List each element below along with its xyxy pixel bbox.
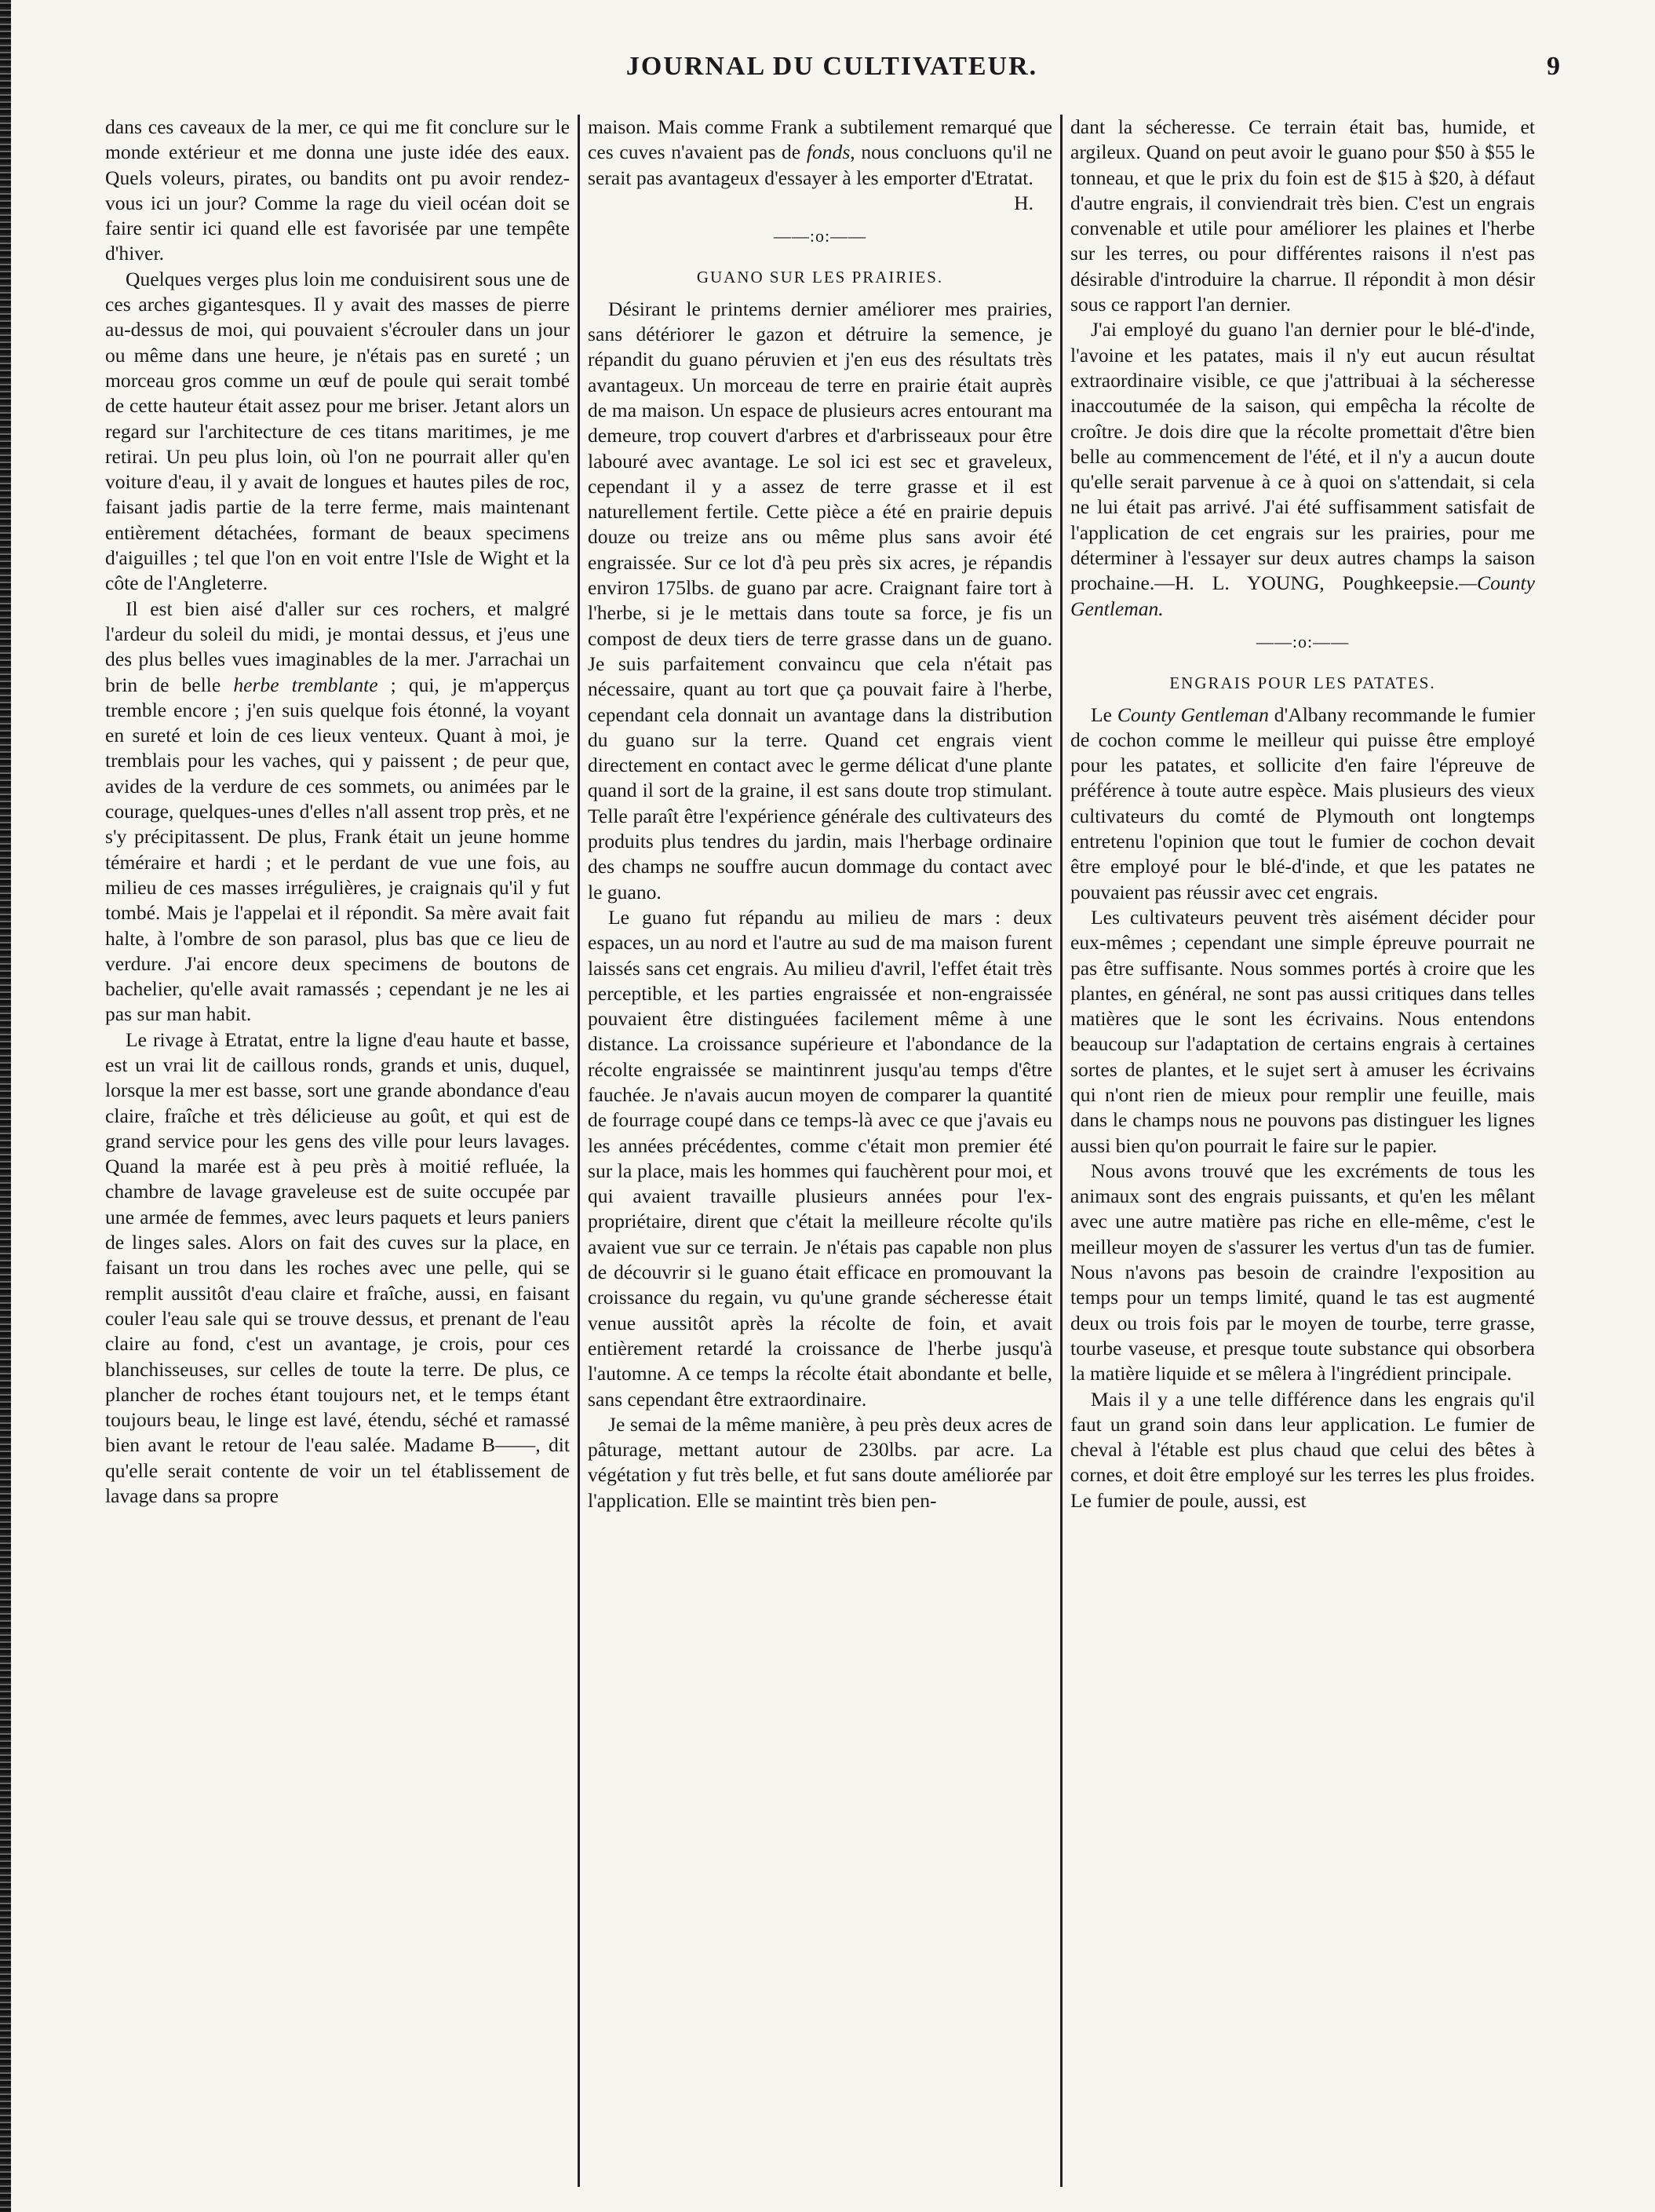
column-3 xyxy=(1066,115,1540,2187)
column-2 xyxy=(583,115,1057,2187)
column-rule xyxy=(578,115,580,2187)
paragraph: Le guano fut répandu au milieu de mars : deux espaces, un au nord et l'autre au sud de ma maison furent laissés sans cet engrais. Au milieu d'avril, l'effet était très perceptible, et les parties engraissée et non-engraissée pouvaient être distinguées facilement même à une distance. La croissance supérieure et l'abondance de la récolte engraissée se maintinrent jusqu'au temps d'être fauchée. Je n'avais aucun moyen de comparer la quantité de fourrage coupé dans ce temps-là avec ce que j'avais eu les années précédentes, comme c'était mon premier été sur la place, mais les hommes qui fauchèrent pour moi, et qui avaient travaille plusieurs années pour l'ex-propriétaire, dirent que c'était la meilleure récolte qu'ils avaient vue sur ce terrain. Je n'étais pas capable non plus de découvrir si le guano était efficace en promouvant la croissance du regain, vu qu'une grande sécheresse était venue aussitôt après la récolte de foin, et avait entièrement retardé la croissance de l'herbe jusqu'à l'automne. A ce temps la récolte était abondante et belle, sans cependant être extraordinaire. xyxy=(588,905,1052,1411)
text-run: maison. Mais comme Frank a subtilement remarqué que ces cuves n'avaient pas de xyxy=(588,115,1052,164)
article-title: GUANO SUR LES PRAIRIES. xyxy=(696,268,944,287)
italic-text: County Gentleman xyxy=(1117,703,1269,726)
paragraph: Désirant le printems dernier améliorer mes prairies, sans détériorer le gazon et détruire la semence, je répandit du guano péruvien et j'en eus des résultats très avantageux. Un morceau de terre en prairie était auprès de ma maison. Un espace de plusieurs acres entourant ma demeure, trop couvert d'arbres et d'arbrisseaux pour être labouré avec avantage. Le sol ici est sec et graveleux, cependant il y a assez de terre grasse et il est naturellement fertile. Cette pièce a été en prairie depuis douze ou treize ans ou même plus sans avoir été engraissée. Sur ce lot d'à peu près six acres, je répandis environ 175lbs. de guano par acre. Craignant faire tort à l'herbe, si je le mettais dans toute sa force, je fis un compost de deux tiers de terre grasse dans un de guano. Je suis parfaitement convaincu que cela n'était pas nécessaire, quant au tort que ça pouvait faire à l'herbe, cependant cela donnait un avantage dans la distribution du guano sur la terre. Quand cet engrais vient directement en contact avec le germe délicat d'une plante quand il sort de la graine, il est sans doute trop stimulant. Telle paraît être l'expérience générale des cultivateurs des produits plus tendres du jardin, mais l'herbage ordinaire des champs ne souffre aucun dommage du contact avec le guano. xyxy=(588,297,1052,903)
text-run: Il est bien aisé d'aller sur ces rochers, et malgré l'ardeur du soleil du midi, je montai dessus, et j'eus une des plus belles vues imaginables de la mer. J'arrachai un brin de belle xyxy=(105,597,570,696)
italic-text: fonds xyxy=(806,141,851,164)
page-number: 9 xyxy=(1547,52,1560,81)
text-run: J'ai employé du guano l'an dernier pour le blé-d'inde, l'avoine et les patates, mais il n'y eut aucun résultat extraordinaire visible, ce que j'attribuai à la sécheresse inaccoutumée de la saison, qui empêcha la récolte de croître. Je dois dire que la récolte promettait d'être bien belle au commencement de l'été, et il n'y a aucun doute qu'elle serait parvenue à ce à quoi on s'attendait, si cela ne lui était pas arrivé. J'ai été suffisamment satisfait de l'application de cet engrais sur les prairies, pour me déterminer à l'essayer sur deux autres champs la saison prochaine.—H. L. YOUNG, Poughkeepsie. xyxy=(1070,318,1535,595)
column-1 xyxy=(100,115,574,2187)
signature: H. xyxy=(1014,191,1033,214)
text-run: , nous concluons qu'il ne serait pas avantageux d'essayer à les emporter d'Etratat. xyxy=(588,141,1053,189)
text-run: ; qui, je m'apperçus tremble encore ; j'en suis quelque fois étonné, la voyant en sureté et loin de ces lieux venteux. Quant à moi, je tremblais pour les vaches, qui y paissent ; de peur que, avides de la verdure de ces sommets, ou animées par le courage, quelques-unes d'elles n'all assent trop près, et ne s'y précipitassent. De plus, Frank était un jeune homme téméraire et hardi ; et le perdant de vue une fois, au milieu de ces masses irrégulières, je craignais qu'il y fut tombé. Mais je l'appelai et il répondit. Sa mère avait fait halte, à l'ombre de son parasol, plus bas que ce lieu de verdure. J'ai encore deux specimens de boutons de bachelier, qu'elle avait ramassés ; cependant je ne les ai pas sur man habit. xyxy=(105,673,570,1026)
paragraph: Le rivage à Etratat, entre la ligne d'eau haute et basse, est un vrai lit de caillous ronds, grands et unis, duquel, lorsque la mer est basse, sort une grande abondance d'eau claire, fraîche et très délicieuse au goût, et qui est de grand service pour les gens des ville pour leurs lavages. Quand la marée est à peu près à moitié refluée, la chambre de lavage graveleuse est de suite occupée par une armée de femmes, avec leurs paquets et leurs paniers de linges sales. Alors on fait des cuves sur la place, en faisant un trou dans les roches avec une pelle, qui se remplit aussitôt d'eau claire et fraîche, aussi, en faisant couler l'eau sale qui se trouve dessus, et prenant de l'eau claire au fond, c'est un avantage, je crois, pour ces blanchisseuses, sur celles de toute la terre. De plus, ce plancher de roches étant toujours net, et le temps étant toujours beau, le linge est lavé, étendu, séché et ramassé bien avant le retour de l'eau salée. Madame B——, dit qu'elle serait contente de voir un tel établissement de lavage dans sa propre xyxy=(105,1028,570,1508)
paragraph xyxy=(105,597,570,1028)
article-title: ENGRAIS POUR LES PATATES. xyxy=(1169,673,1436,693)
paragraph xyxy=(588,115,1052,191)
paragraph: Quelques verges plus loin me conduisirent sous une de ces arches gigantesques. Il y avait des masses de pierre au-dessus de moi, qui pouvaient s'écrouler dans un jour ou même dans une heure, je n'étais pas en sureté ; un morceau gros comme un œuf de poule qui serait tombé de cette hauteur était assez pour me briser. Jetant alors un regard sur l'architecture de ces titans maritimes, je me retirai. Un peu plus loin, où l'on ne pourrait aller qu'en voiture d'eau, il y avait de longues et hautes piles de roc, faisant jadis partie de la terre ferme, mais maintenant entièrement détachées, formant de beaux specimens d'aiguilles ; tel que l'on en voit entre l'Isle de Wight et la côte de l'Angleterre. xyxy=(105,267,570,595)
page-binding-edge xyxy=(0,0,11,2212)
page-header xyxy=(94,52,1569,89)
paragraph xyxy=(1070,703,1535,905)
running-title: JOURNAL DU CULTIVATEUR. xyxy=(625,52,1038,81)
paragraph: dant la sécheresse. Ce terrain était bas, humide, et argileux. Quand on peut avoir le guano pour $50 à $55 le tonneau, et que le prix du foin est de $15 à $20, à défaut d'autre engrais, il conviendrait très bien. C'est un engrais convenable et utile pour améliorer les plaines et l'herbe sur les terres, ou pour différentes raisons il n'est pas désirable d'introduire la charrue. Il répondit à mon désir sous ce rapport l'an dernier. xyxy=(1070,115,1535,316)
text-columns xyxy=(100,115,1562,2187)
section-separator: ——:o:—— xyxy=(1256,631,1350,652)
paragraph: Je semai de la même manière, à peu près deux acres de pâturage, mettant autour de 230lbs. par acre. La végétation y fut très belle, et fut sans doute améliorée par l'application. Elle se maintint très bien pen- xyxy=(588,1412,1052,1512)
text-run: d'Albany recommande le fumier de cochon comme le meilleur qui puisse être employé pour les patates, et sollicite d'en faire l'épreuve de préférence à toute autre espèce. Mais plusieurs des vieux cultivateurs du comté de Plymouth ont longtemps entretenu l'opinion que tout le fumier de cochon devait être employé pour le blé-d'inde, et que les patates ne pouvaient pas réussir avec cet engrais. xyxy=(1070,703,1535,903)
section-separator: ——:o:—— xyxy=(773,226,867,246)
paragraph: Mais il y a une telle différence dans les engrais qu'il faut un grand soin dans leur application. Le fumier de cheval à l'étable est plus chaud que celui des bêtes à cornes, et doit être employé sur les terres les plus froides. Le fumier de poule, aussi, est xyxy=(1070,1387,1535,1512)
italic-text: —County Gentleman. xyxy=(1070,571,1535,620)
paragraph xyxy=(1070,317,1535,622)
paragraph: dans ces caveaux de la mer, ce qui me fit conclure sur le monde extérieur et me donna une juste idée des eaux. Quels voleurs, pirates, ou bandits ont pu avoir rendez-vous ici un jour? Comme la rage du vieil océan doit se faire sentir ici quand elle est favorisée par une tempête d'hiver. xyxy=(105,115,570,265)
text-run: Le xyxy=(1091,703,1117,726)
paragraph: Nous avons trouvé que les excréments de tous les animaux sont des engrais puissants, et qu'en les mêlant avec une autre matière pas riche en elle-même, c'est le meilleur moyen de s'assurer les vertus d'un tas de fumier. Nous n'avons pas besoin de craindre l'exposition au temps pour un temps limité, quand le tas est augmenté deux ou trois fois par le moyen de tourbe, terre grasse, tourbe vaseuse, et presque toute substance qui obsorbera la matière liquide et se mêlera à l'ingrédient principale. xyxy=(1070,1159,1535,1385)
italic-text: herbe tremblante xyxy=(233,673,378,696)
paragraph: Les cultivateurs peuvent très aisément décider pour eux-mêmes ; cependant une simple épreuve pourrait ne pas être suffisante. Nous sommes portés à croire que les plantes, en général, ne sont pas aussi critiques dans telles matières que le sont les écrivains. Nous entendons beaucoup sur l'adaptation de certains engrais à certaines sortes de plantes, et le sujet sert à amuser les écrivains qui n'ont rien de mieux pour remplir une feuille, mais dans le champs nous ne pouvons pas distinguer les lignes aussi bien qu'on pourrait le faire sur le papier. xyxy=(1070,905,1535,1157)
column-rule xyxy=(1060,115,1063,2187)
